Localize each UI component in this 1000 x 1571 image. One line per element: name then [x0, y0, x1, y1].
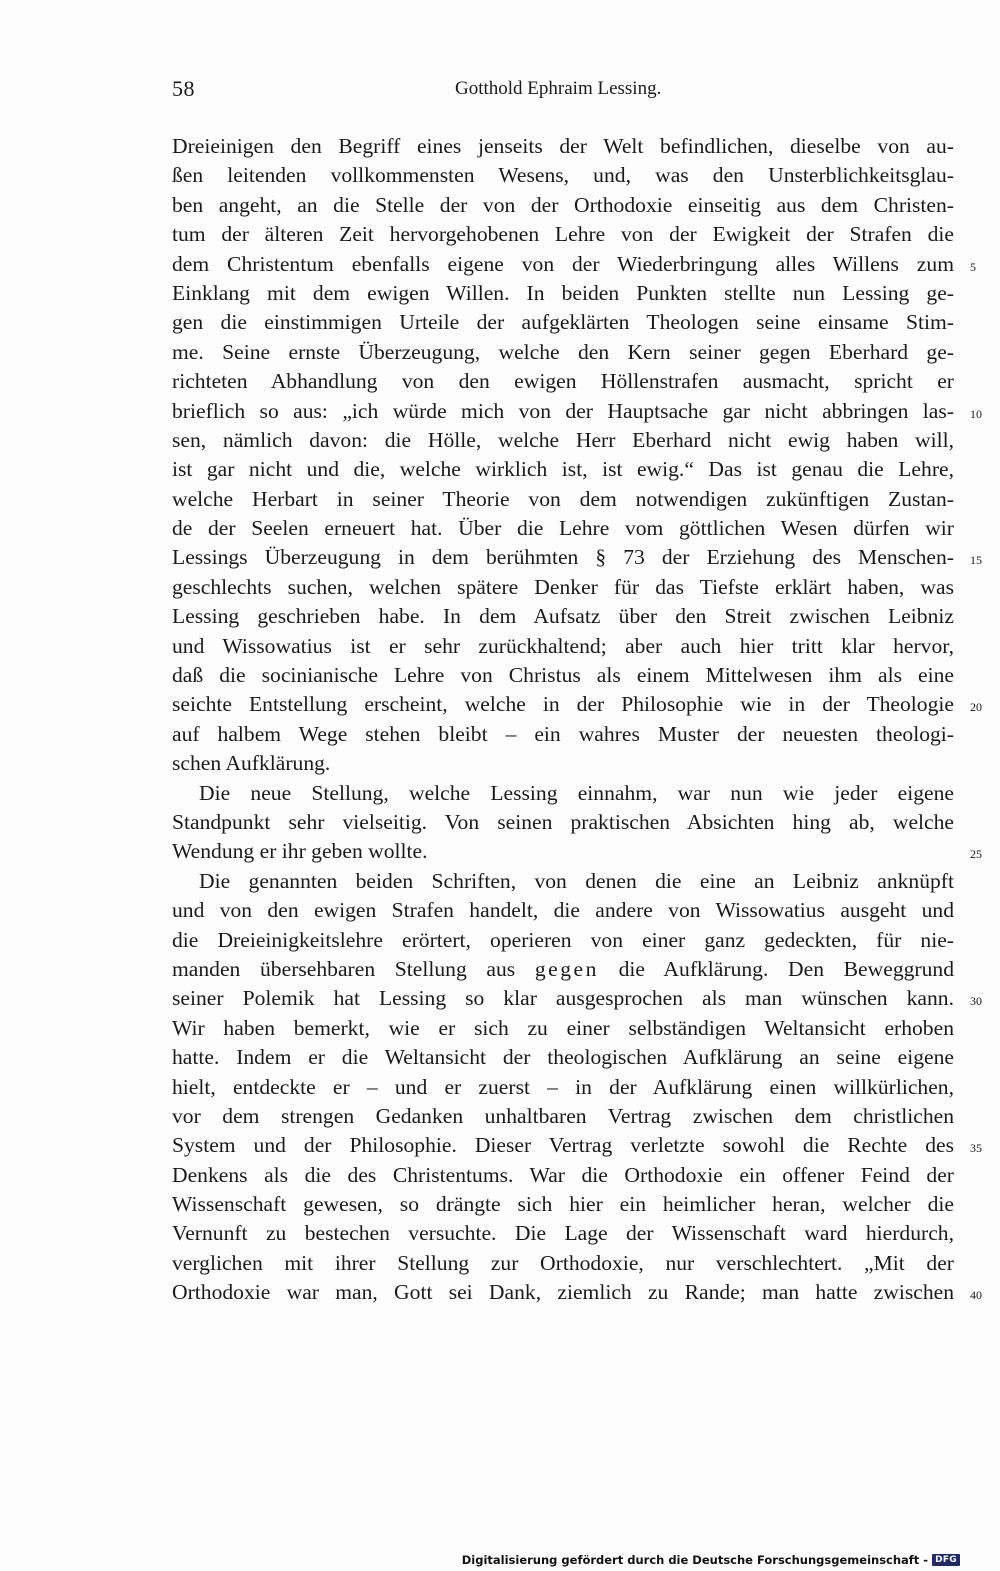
line-text: Einklang mit dem ewigen Willen. In beiden Punkten stellte nun Lessing ge- [172, 280, 954, 305]
text-line [172, 367, 954, 396]
text-line [172, 779, 954, 808]
text-line [172, 514, 954, 543]
line-text: welche Herbart in seiner Theorie von dem notwendigen zukünftigen Zustan- [172, 486, 954, 511]
line-text: hielt, entdeckte er – und er zuerst – in der Aufklärung einen willkürlichen, [172, 1074, 954, 1099]
text-line [172, 220, 954, 249]
line-text: hatte. Indem er die Weltansicht der theologischen Aufklärung an seine eigene [172, 1045, 954, 1070]
line-number: 30 [970, 994, 982, 1009]
text-line [172, 543, 982, 572]
line-text: me. Seine ernste Überzeugung, welche den Kern seiner gegen Eberhard ge- [172, 339, 954, 364]
line-text: ist gar nicht und die, welche wirklich ist, ist ewig.“ Das ist genau die Lehre, [172, 457, 954, 482]
line-text: gen die einstimmigen Urteile der aufgeklärten Theologen seine einsame Stim- [172, 310, 954, 335]
text-line [172, 1249, 954, 1278]
text-line [172, 690, 982, 719]
line-text: seiner Polemik hat Lessing so klar ausgesprochen als man wünschen kann. [172, 986, 954, 1011]
line-text: Lessings Überzeugung in dem berühmten § 73 der Erziehung des Menschen- [172, 545, 954, 570]
page-number: 58 [172, 76, 195, 101]
text-line [172, 397, 982, 426]
text-line [172, 632, 954, 661]
text-line [172, 573, 954, 602]
text-line [172, 455, 954, 484]
text-line [172, 720, 954, 749]
line-text: Denkens als die des Christentums. War die Orthodoxie ein offener Feind der [172, 1162, 954, 1187]
line-text: ßen leitenden vollkommensten Wesens, und, was den Unsterblichkeitsglau- [172, 163, 954, 188]
body-text [172, 132, 982, 1308]
line-text: auf halbem Wege stehen bleibt – ein wahres Muster der neuesten theologi- [172, 721, 954, 746]
text-line [172, 250, 976, 279]
line-text: ben angeht, an die Stelle der von der Orthodoxie einseitig aus dem Christen- [172, 192, 954, 217]
text-line [172, 1073, 954, 1102]
text-line [172, 132, 954, 161]
running-head [172, 76, 954, 106]
emphasized-word: gegen [534, 956, 599, 981]
text-line [172, 1161, 954, 1190]
digitization-credit [462, 1553, 960, 1567]
text-line [172, 308, 954, 337]
line-text: und von den ewigen Strafen handelt, die andere von Wissowatius ausgeht und [172, 898, 954, 923]
text-line [172, 279, 954, 308]
line-text: geschlechts suchen, welchen spätere Denker für das Tiefste erklärt haben, was [172, 574, 954, 599]
line-number: 15 [970, 553, 982, 568]
line-text: Die genannten beiden Schriften, von denen die eine an Leibniz anknüpft [199, 868, 954, 893]
line-number: 35 [970, 1141, 982, 1156]
line-text: Lessing geschrieben habe. In dem Aufsatz über den Streit zwischen Leibniz [172, 604, 954, 629]
line-number: 5 [970, 259, 976, 274]
line-text: sen, nämlich davon: die Hölle, welche Herr Eberhard nicht ewig haben will, [172, 427, 954, 452]
line-text: Die neue Stellung, welche Lessing einnahm, war nun wie jeder eigene [199, 780, 954, 805]
line-text: verglichen mit ihrer Stellung zur Orthodoxie, nur verschlechtert. „Mit der [172, 1250, 954, 1275]
line-text: schen Aufklärung. [172, 751, 331, 776]
text-line [172, 808, 954, 837]
text-line [172, 1102, 954, 1131]
text-line [172, 161, 954, 190]
line-text: die Dreieinigkeitslehre erörtert, operieren von einer ganz gedeckten, für nie- [172, 927, 954, 952]
text-line [172, 426, 954, 455]
line-number: 25 [970, 847, 982, 862]
line-text: daß die socinianische Lehre von Christus als einem Mittelwesen ihm als eine [172, 663, 954, 688]
running-title: Gotthold Ephraim Lessing. [455, 78, 662, 99]
line-text: richteten Abhandlung von den ewigen Höllenstrafen ausmacht, spricht er [172, 369, 954, 394]
line-text: Wendung er ihr geben wollte. [172, 839, 428, 864]
text-line [172, 984, 982, 1013]
line-number: 10 [970, 406, 982, 421]
line-text: manden übersehbaren Stellung aus gegen die Aufklärung. Den Beweggrund [172, 956, 954, 981]
line-text: Wir haben bemerkt, wie er sich zu einer selbständigen Weltansicht erhoben [172, 1015, 954, 1040]
text-line [172, 1190, 954, 1219]
line-text: seichte Entstellung erscheint, welche in der Philosophie wie in der Theologie [172, 692, 954, 717]
line-text: tum der älteren Zeit hervorgehobenen Lehre von der Ewigkeit der Strafen die [172, 222, 954, 247]
text-line [172, 1014, 954, 1043]
text-line [172, 485, 954, 514]
line-text: Standpunkt sehr vielseitig. Von seinen praktischen Absichten hing ab, welche [172, 809, 954, 834]
line-text: brieflich so aus: „ich würde mich von der Hauptsache gar nicht abbringen las- [172, 398, 954, 423]
line-number: 20 [970, 700, 982, 715]
text-line [172, 661, 954, 690]
dfg-logo: DFG [932, 1554, 960, 1566]
text-line [172, 867, 954, 896]
text-line [172, 837, 982, 866]
text-line [172, 1278, 982, 1307]
text-line [172, 749, 954, 778]
line-number: 40 [970, 1288, 982, 1303]
text-line [172, 1219, 954, 1248]
text-line [172, 1131, 982, 1160]
line-text: Vernunft zu bestechen versuchte. Die Lage der Wissenschaft ward hierdurch, [172, 1221, 954, 1246]
text-line [172, 191, 954, 220]
text-line [172, 896, 954, 925]
line-text: und Wissowatius ist er sehr zurückhaltend; aber auch hier tritt klar hervor, [172, 633, 954, 658]
line-text: Dreieinigen den Begriff eines jenseits der Welt befindlichen, dieselbe von au- [172, 134, 954, 158]
text-line [172, 926, 954, 955]
line-text: vor dem strengen Gedanken unhaltbaren Vertrag zwischen dem christlichen [172, 1103, 954, 1128]
credit-text: Digitalisierung gefördert durch die Deutsche Forschungsgemeinschaft - [461, 1553, 929, 1567]
line-text: dem Christentum ebenfalls eigene von der Wiederbringung alles Willens zum [172, 251, 954, 276]
text-line [172, 338, 954, 367]
line-text: Wissenschaft gewesen, so drängte sich hier ein heimlicher heran, welcher die [172, 1192, 954, 1217]
line-text: System und der Philosophie. Dieser Vertrag verletzte sowohl die Rechte des [172, 1133, 954, 1158]
text-line [172, 602, 954, 631]
line-text: de der Seelen erneuert hat. Über die Lehre vom göttlichen Wesen dürfen wir [172, 516, 954, 541]
text-line [172, 955, 954, 984]
text-line [172, 1043, 954, 1072]
line-text: Orthodoxie war man, Gott sei Dank, ziemlich zu Rande; man hatte zwischen [172, 1280, 954, 1305]
